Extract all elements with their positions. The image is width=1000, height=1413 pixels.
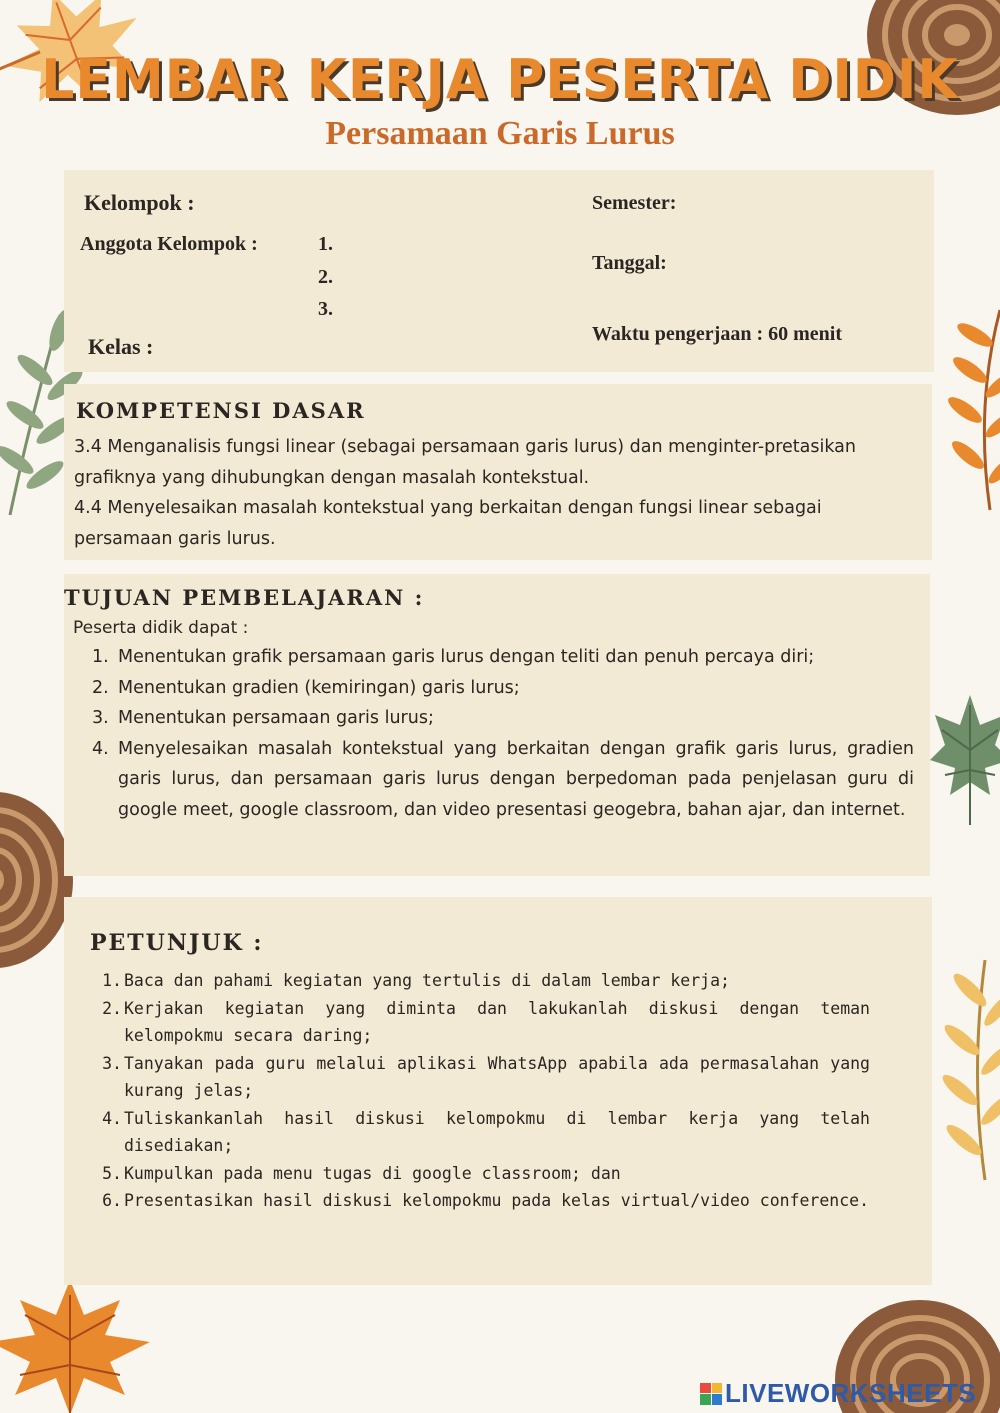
kompetensi-heading: KOMPETENSI DASAR bbox=[76, 398, 366, 423]
tujuan-heading: TUJUAN PEMBELAJARAN : bbox=[64, 585, 425, 610]
kompetensi-item: 4.4 Menyelesaikan masalah kontekstual yang berkaitan dengan fungsi linear sebagai persamaan garis lurus. bbox=[74, 498, 822, 549]
page-subtitle: Persamaan Garis Lurus bbox=[325, 115, 675, 152]
anggota-label: Anggota Kelompok : bbox=[80, 233, 258, 255]
brand-name: LIVEWORKSHEETS bbox=[725, 1378, 977, 1408]
list-item: 2. Kerjakan kegiatan yang diminta dan lakukanlah diskusi dengan teman kelompokmu secara daring; bbox=[102, 998, 870, 1045]
logo-tile-e bbox=[712, 1394, 723, 1405]
kelas-label: Kelas : bbox=[88, 334, 154, 359]
member-number-3: 3. bbox=[318, 298, 333, 320]
semester-label: Semester: bbox=[592, 192, 677, 214]
liveworksheets-logo[interactable] bbox=[700, 1378, 976, 1409]
kelompok-label: Kelompok : bbox=[84, 190, 195, 215]
tujuan-list bbox=[92, 642, 914, 825]
list-item: 2. Menentukan gradien (kemiringan) garis lurus; bbox=[92, 677, 520, 698]
page-title: LEMBAR KERJA PESERTA DIDIK bbox=[41, 48, 959, 112]
list-item: 6. Presentasikan hasil diskusi kelompokmu pada kelas virtual/video conference. bbox=[102, 1191, 870, 1210]
kompetensi-list bbox=[74, 432, 920, 554]
logo-tile-i bbox=[712, 1383, 723, 1394]
member-number-2: 2. bbox=[318, 266, 333, 288]
maple-leaf-icon bbox=[0, 1270, 160, 1413]
list-item: 1. Baca dan pahami kegiatan yang tertulis di dalam lembar kerja; bbox=[102, 971, 730, 990]
list-item: 4. Menyelesaikan masalah kontekstual yang berkaitan dengan grafik garis lurus, gradien garis lurus, dan persamaan garis lurus dengan berpedoman pada penjelasan guru di google meet, google classroom, dan video presentasi geogebra, bahan ajar, dan internet. bbox=[92, 738, 914, 820]
orange-branch-icon bbox=[930, 305, 1000, 515]
waktu-label: Waktu pengerjaan : 60 menit bbox=[592, 323, 842, 345]
list-item: 3. Menentukan persamaan garis lurus; bbox=[92, 708, 434, 728]
list-item: 1. Menentukan grafik persamaan garis lurus dengan teliti dan penuh percaya diri; bbox=[92, 647, 815, 667]
logo-tile-l bbox=[700, 1383, 711, 1394]
petunjuk-heading: PETUNJUK : bbox=[90, 930, 264, 956]
list-item: 4. Tuliskankanlah hasil diskusi kelompokmu di lembar kerja yang telah disediakan; bbox=[102, 1108, 870, 1155]
kompetensi-item: 3.4 Menganalisis fungsi linear (sebagai persamaan garis lurus) dan menginter-pretasikan grafiknya yang dihubungkan dengan masalah kontekstual. bbox=[74, 437, 856, 488]
yellow-branch-icon bbox=[930, 955, 1000, 1185]
logo-tile-v bbox=[700, 1394, 711, 1405]
tujuan-intro: Peserta didik dapat : bbox=[73, 618, 249, 638]
list-item: 3. Tanyakan pada guru melalui aplikasi WhatsApp apabila ada permasalahan yang kurang jelas; bbox=[102, 1053, 870, 1100]
green-maple-leaf-icon bbox=[920, 690, 1000, 830]
brand-logo-icon bbox=[700, 1383, 722, 1405]
list-item: 5. Kumpulkan pada menu tugas di google classroom; dan bbox=[102, 1163, 621, 1183]
tanggal-label: Tanggal: bbox=[592, 252, 667, 274]
member-number-1: 1. bbox=[318, 233, 333, 255]
petunjuk-list bbox=[98, 967, 870, 1215]
